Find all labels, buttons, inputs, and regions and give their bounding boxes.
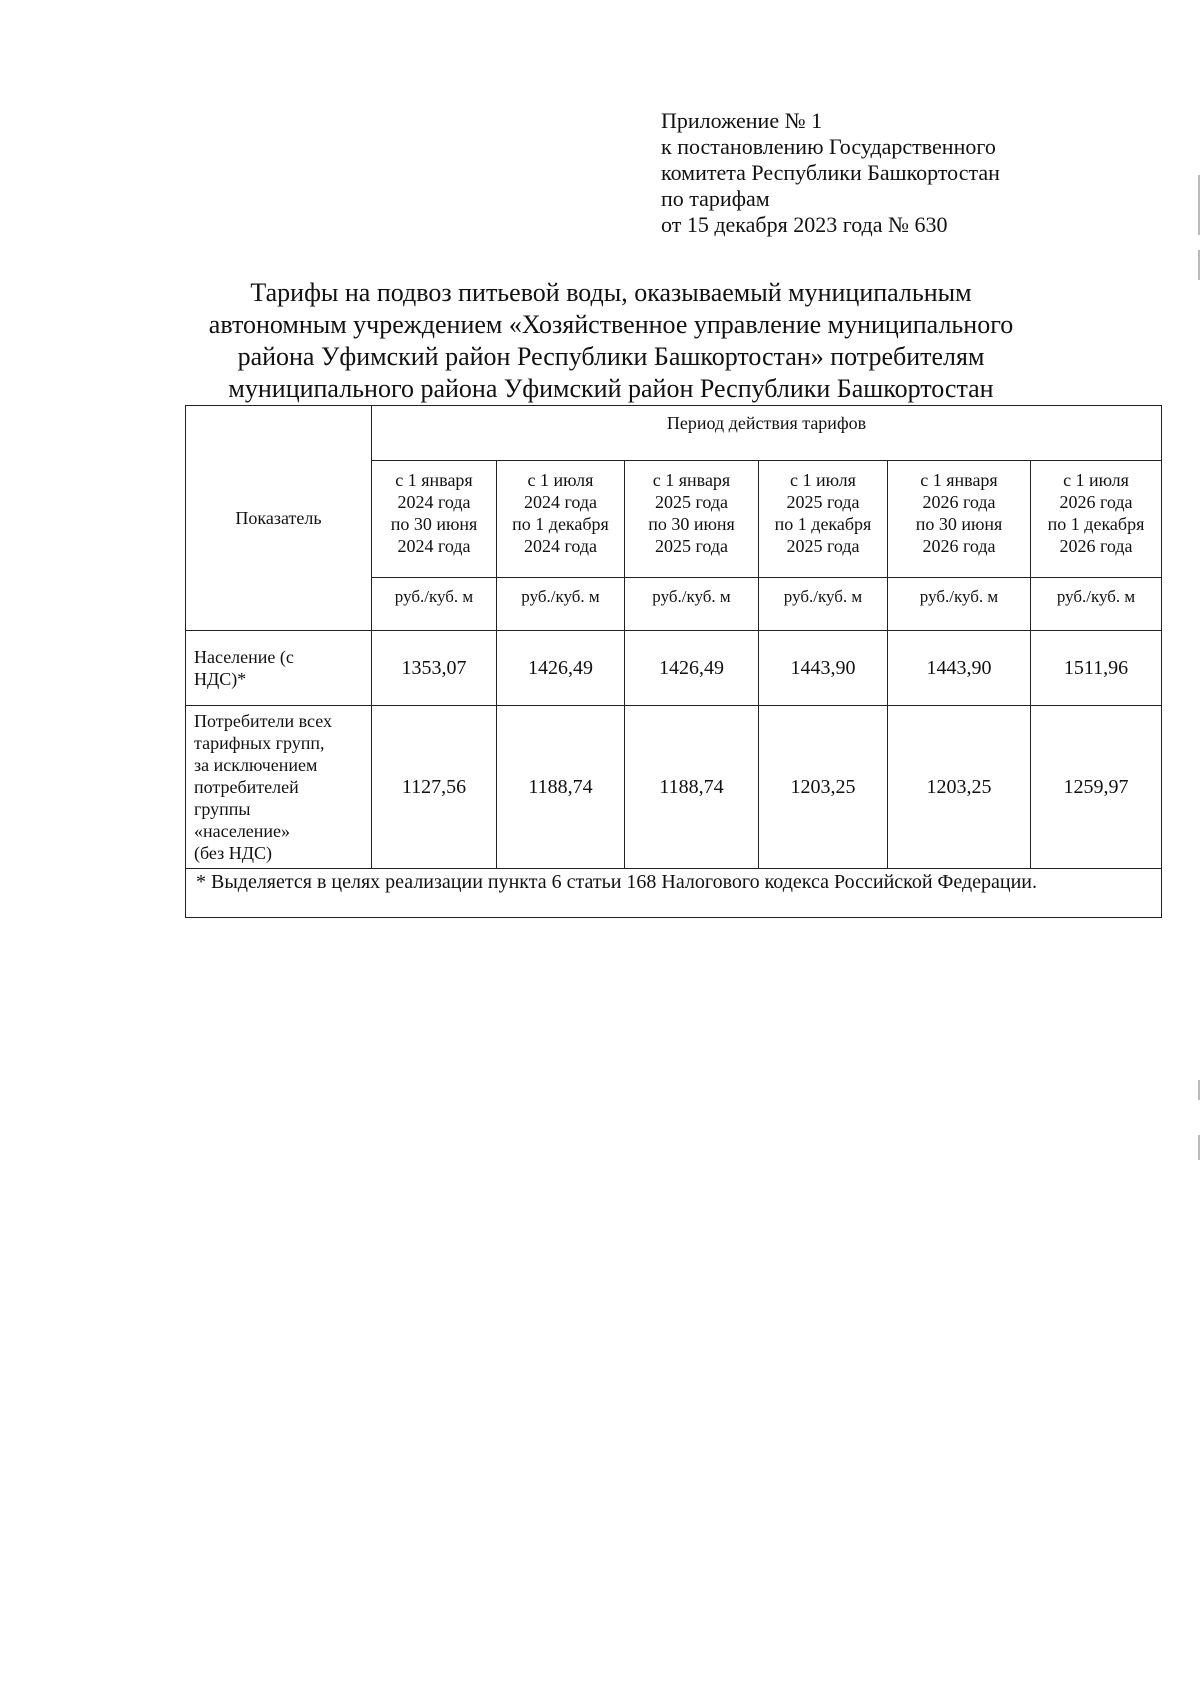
period-line: 2026 года xyxy=(922,492,996,512)
period-line: 2026 года xyxy=(1059,492,1133,512)
value-cell: 1443,90 xyxy=(759,631,888,706)
row-label-line: группы xyxy=(194,799,251,819)
period-cell xyxy=(372,461,497,578)
row-label-line: НДС)* xyxy=(194,669,247,689)
title-line: района Уфимский район Республики Башкортостан» потребителям xyxy=(237,342,985,371)
row-label-line: за исключением xyxy=(194,755,318,775)
appendix-line: по тарифам xyxy=(661,186,770,211)
period-line: по 1 декабря xyxy=(512,514,609,534)
value-cell: 1188,74 xyxy=(497,706,625,869)
period-line: с 1 января xyxy=(652,470,731,490)
title-line: муниципального района Уфимский район Республики Башкортостан xyxy=(228,374,994,403)
period-line: по 1 декабря xyxy=(774,514,872,534)
row-label xyxy=(186,631,372,706)
title-line: Тарифы на подвоз питьевой воды, оказываемый муниципальным xyxy=(250,278,972,307)
unit-cell: руб./куб. м xyxy=(1031,578,1162,631)
table-row xyxy=(186,631,1162,706)
value-cell: 1127,56 xyxy=(372,706,497,869)
value-cell: 1188,74 xyxy=(625,706,759,869)
unit-cell: руб./куб. м xyxy=(497,578,625,631)
value-cell: 1511,96 xyxy=(1031,631,1162,706)
footnote: * Выделяется в целях реализации пункта 6 статьи 168 Налогового кодекса Российской Федерации. xyxy=(186,869,1162,918)
period-line: 2025 года xyxy=(786,536,860,556)
row-label-line: «население» xyxy=(194,821,291,841)
period-line: 2025 года xyxy=(654,492,729,512)
period-line: 2024 года xyxy=(397,536,471,556)
unit-cell: руб./куб. м xyxy=(888,578,1031,631)
indicator-header: Показатель xyxy=(186,406,372,631)
document-title xyxy=(170,277,1052,405)
value-cell: 1259,97 xyxy=(1031,706,1162,869)
period-line: 2024 года xyxy=(523,536,598,556)
value-cell: 1426,49 xyxy=(497,631,625,706)
period-cell xyxy=(1031,461,1162,578)
unit-cell: руб./куб. м xyxy=(759,578,888,631)
period-line: 2026 года xyxy=(1059,536,1133,556)
period-line: 2025 года xyxy=(654,536,729,556)
period-line: 2025 года xyxy=(786,492,860,512)
period-line: с 1 июля xyxy=(527,470,594,490)
row-label-line: (без НДС) xyxy=(194,843,273,863)
value-cell: 1443,90 xyxy=(888,631,1031,706)
period-cell xyxy=(759,461,888,578)
value-cell: 1426,49 xyxy=(625,631,759,706)
table-row xyxy=(186,706,1162,869)
period-line: по 1 декабря xyxy=(1047,514,1145,534)
period-line: 2026 года xyxy=(922,536,996,556)
period-line: 2024 года xyxy=(397,492,471,512)
appendix-header xyxy=(661,108,1000,238)
unit-cell: руб./куб. м xyxy=(372,578,497,631)
title-line: автономным учреждением «Хозяйственное управление муниципального xyxy=(208,310,1014,339)
appendix-line: к постановлению Государственного xyxy=(661,134,996,159)
period-line: с 1 июля xyxy=(1063,470,1129,490)
value-cell: 1203,25 xyxy=(888,706,1031,869)
period-header: Период действия тарифов xyxy=(372,406,1162,461)
period-line: по 30 июня xyxy=(648,514,735,534)
row-label-line: Потребители всех xyxy=(194,711,332,731)
value-cell: 1353,07 xyxy=(372,631,497,706)
unit-cell: руб./куб. м xyxy=(625,578,759,631)
row-label-line: тарифных групп, xyxy=(194,733,325,753)
period-cell xyxy=(888,461,1031,578)
period-line: по 30 июня xyxy=(915,514,1003,534)
row-label-line: потребителей xyxy=(194,777,299,797)
row-label xyxy=(186,706,372,869)
appendix-line: от 15 декабря 2023 года № 630 xyxy=(661,212,948,237)
period-cell xyxy=(497,461,625,578)
value-cell: 1203,25 xyxy=(759,706,888,869)
period-cell xyxy=(625,461,759,578)
appendix-line: Приложение № 1 xyxy=(661,108,823,133)
row-label-line: Население (с xyxy=(194,647,294,667)
period-line: 2024 года xyxy=(523,492,598,512)
appendix-line: комитета Республики Башкортостан xyxy=(661,160,1000,185)
period-line: по 30 июня xyxy=(390,514,478,534)
period-line: с 1 января xyxy=(395,470,473,490)
period-line: с 1 января xyxy=(920,470,998,490)
period-line: с 1 июля xyxy=(790,470,856,490)
tariff-table xyxy=(185,405,1162,918)
